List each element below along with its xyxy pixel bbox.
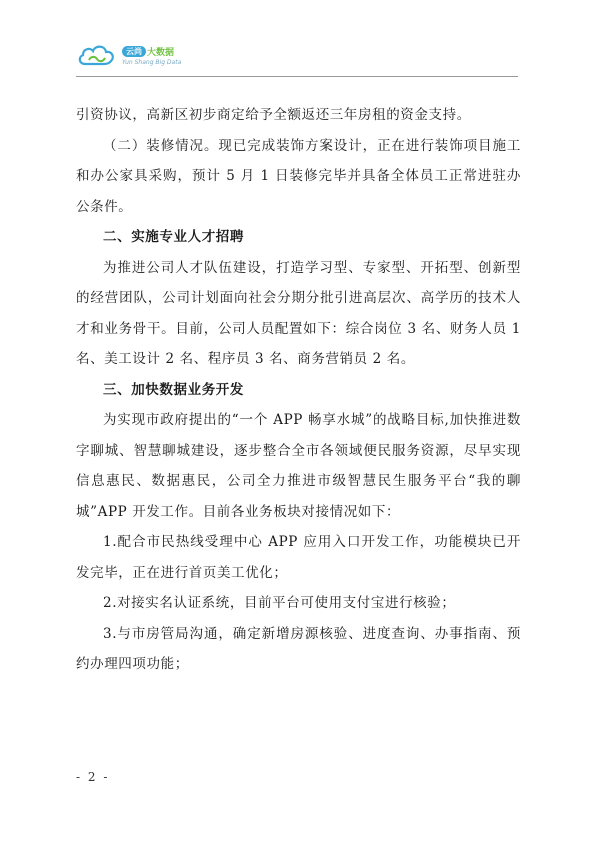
list-item-2: 2.对接实名认证系统，目前平台可使用支付宝进行核验； (103, 595, 456, 611)
paragraph-funding: 引资协议，高新区初步商定给予全额返还三年房租的资金支持。 (76, 107, 471, 123)
section-heading-recruitment: 二、实施专业人才招聘 (103, 229, 244, 245)
cloud-logo-icon (76, 42, 118, 68)
section-heading-data-business: 三、加快数据业务开发 (103, 381, 244, 398)
paragraph-recruitment: 为推进公司人才队伍建设，打造学习型、专家型、开拓型、创新型的经营团队，公司计划面向社会分期分批引进高层次、高学历的技术人才和业务骨干。目前，公司人员配置如下：综合岗位 3 名、财务人员 1 名、美工设计 2 名、程序员 3 名、商务营销员 2 名。 (76, 259, 521, 367)
list-item-3: 3.与市房管局沟通，确定新增房源核验、进度查询、办事指南、预约办理四项功能； (76, 625, 521, 672)
logo-cn-text: 大数据 (147, 47, 175, 58)
logo-pill-text: 云尚 (122, 46, 146, 57)
page-number: - 2 - (76, 770, 110, 784)
company-logo (76, 42, 181, 68)
list-item-1: 1.配合市民热线受理中心 APP 应用入口开发工作，功能模块已开发完毕，正在进行首页美工优化； (76, 534, 521, 581)
paragraph-app-development: 为实现市政府提出的“一个 APP 畅享水城”的战略目标,加快推进数字聊城、智慧聊城建设，逐步整合全市各领域便民服务资源，尽早实现信息惠民、数据惠民，公司全力推进市级智慧民生服务平台“我的聊城”APP 开发工作。目前各业务板块对接情况如下： (76, 412, 521, 520)
logo-en-text: Yun Shang Big Data (122, 58, 182, 66)
header-divider (76, 76, 518, 77)
page-header (76, 42, 518, 72)
paragraph-renovation: （二）装修情况。现已完成装饰方案设计，正在进行装饰项目施工和办公家具采购，预计 5 月 1 日装修完毕并具备全体员工正常进驻办公条件。 (76, 137, 521, 215)
document-body (76, 100, 521, 680)
